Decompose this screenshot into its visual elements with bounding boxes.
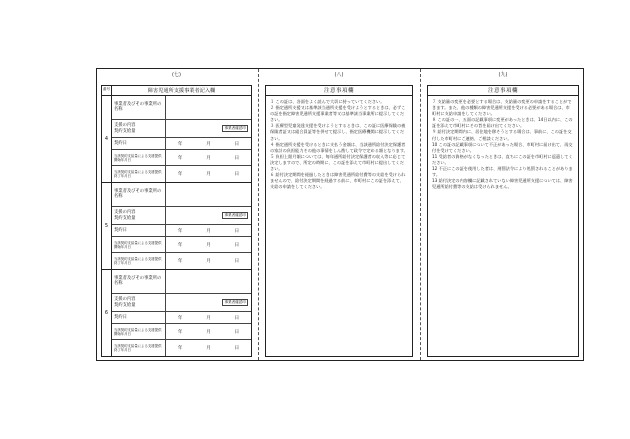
provider-name-label: 事業者及びその事業所の名称 [112,270,166,293]
notes-body [428,96,578,193]
column-header: (七) [172,72,181,78]
note-item: ３ 医療型児童発達支援を受けようとするときは、この証に医療保険の被保険者証又は組合員証等を併せて提示し、指定医療機関に提示してください。 [270,123,406,141]
day-label: 日 [234,228,240,234]
end-date-label: 当該契約支給量による支援提供終了年月日 [112,340,166,356]
note-item: ２ 指定通所支援又は基準該当通所支援を受けようとするときは、必ずこの証を指定障害児通所支援事業者等又は基準該当事業所に提示してください。 [270,105,406,123]
contract-amount-label: 契約支給量 [114,215,136,221]
form-block [102,96,251,183]
provider-name-row [112,270,251,294]
year-label: 年 [177,155,183,161]
contract-date-row [112,312,251,323]
contract-row [112,120,251,139]
contract-label [112,294,166,312]
notes-title: 注意事項欄 [266,86,412,96]
column-header: (九) [498,72,508,78]
end-date-row [112,166,251,182]
contract-row [112,294,251,313]
notes-column-right [427,71,579,357]
year-label: 年 [177,228,183,234]
certificate-sheet [96,68,584,361]
end-date-value [166,253,251,269]
provider-form [101,85,252,357]
note-item: 13 給付決定の内容欄に記載されていない障害児通所支援については、障害児通所給付費等の支給は受けられません。 [432,178,573,190]
note-item: ６ 給付決定期間を経過したときは障害児通所給付費等の支給を受けられませんので、給付決定期間を経過する前に、市町村にこの証を添えて、支給の申請をしてください。 [270,172,406,190]
start-date-value [166,150,251,166]
year-label: 年 [177,259,183,265]
provider-name-value [166,183,251,206]
contract-label [112,207,166,225]
provider-name-value [166,270,251,293]
block-number: 6 [102,270,112,356]
contract-value [166,294,251,312]
contract-date-value [166,138,251,148]
contract-date-value [166,312,251,322]
provider-name-row [112,183,251,207]
contract-label [112,120,166,138]
confirmation-stamp: 事業者確認印 [224,213,246,218]
contract-date-label: 契約日 [112,225,166,235]
day-label: 日 [234,141,240,147]
service-content-label: 支援の内容 [114,297,136,303]
provider-name-row [112,96,251,120]
year-label: 年 [177,172,183,178]
month-label: 月 [206,329,211,335]
notes-panel [265,85,413,357]
notes-body [266,96,412,193]
contract-date-row [112,225,251,236]
day-label: 日 [234,172,240,178]
contract-amount-label: 契約支給量 [114,302,136,308]
note-item: ７ 支給量の変更を必要とする場合は、支給量の変更の申請をすることができます。また、他の種類の障害児通所支援を受ける必要がある場合は、市町村に支給申請をしてください。 [432,99,572,117]
note-item: １ この証は、各面をよく読んで大切に持っていてください。 [270,99,385,104]
provider-name-label: 事業者及びその事業所の名称 [112,183,166,206]
note-item: 11 受給者の資格がなくなったときは、直ちにこの証を市町村に返還してください。 [432,153,573,165]
form-header [102,86,251,96]
notes-title: 注意事項欄 [428,86,578,96]
year-label: 年 [177,141,183,147]
form-block [102,270,251,356]
start-date-label: 当該契約支給量による支援提供開始年月日 [112,150,166,166]
service-content-label: 支援の内容 [114,123,136,129]
year-label: 年 [177,315,183,321]
end-date-value [166,166,251,182]
month-label: 月 [206,259,211,265]
confirmation-stamp: 事業者確認印 [224,300,246,305]
day-label: 日 [234,329,240,335]
month-label: 月 [206,346,211,352]
note-item: ８ この証の一、五面の記載事項に変更があったときは、14日以内に、この証を添えて市町村にその旨を届け出てください。 [432,117,573,129]
start-date-label: 当該契約支給量による支援提供開始年月日 [112,324,166,340]
note-item: ５ 負担上限月額については、毎年通所給付決定保護者の収入等に応じて決定しますので、所定の時期に、この証を添えて市町村に提出してください。 [270,153,406,172]
note-item: 12 不正にこの証を使用した者は、刑罰法令により処罰されることがあります。 [432,166,573,178]
end-date-value [166,340,251,356]
start-date-row [112,237,251,254]
start-date-value [166,324,251,340]
day-label: 日 [234,242,240,248]
day-label: 日 [234,315,240,321]
start-date-row [112,324,251,341]
end-date-row [112,340,251,356]
contract-value [166,120,251,138]
contract-date-value [166,225,251,235]
start-date-value [166,237,251,253]
confirmation-stamp: 事業者確認印 [224,126,246,131]
form-block [102,183,251,270]
note-item: ４ 指定通所支援を受けるときに支払う金額は、当該通所給付決定保護者の家計の負担能力その他の事情をしん酌して政令で定める額となります。 [270,141,408,153]
year-label: 年 [177,242,183,248]
note-item: 10 この証の記載事項について不正があった場合、市町村に届け出て、再交付を受けてください。 [432,141,573,153]
provider-name-label: 事業者及びその事業所の名称 [112,96,166,119]
end-date-label: 当該契約支給量による支援提供終了年月日 [112,253,166,269]
start-date-label: 当該契約支給量による支援提供開始年月日 [112,237,166,253]
contract-date-label: 契約日 [112,138,166,148]
number-header: 番号 [102,86,112,95]
month-label: 月 [206,155,211,161]
month-label: 月 [206,172,211,178]
contract-value [166,207,251,225]
contract-date-label: 契約日 [112,312,166,322]
contract-amount-label: 契約支給量 [114,128,136,134]
end-date-row [112,253,251,269]
form-title: 障害児通所支援事業者記入欄 [147,88,216,94]
month-label: 月 [206,141,211,147]
notes-column-middle [265,71,413,357]
end-date-label: 当該契約支給量による支援提供終了年月日 [112,166,166,182]
column-header: (八) [334,72,344,78]
service-content-label: 支援の内容 [114,210,136,216]
provider-name-value [166,96,251,119]
block-number: 5 [102,183,112,269]
fold-line [258,69,259,360]
start-date-row [112,150,251,167]
year-label: 年 [177,346,183,352]
note-item: ９ 給付決定期間内に、居住地を移そうとする場合は、事前に、この証を交付した市町村にご連絡、ご相談ください。 [432,129,572,141]
form-column [101,71,252,357]
day-label: 日 [234,155,240,161]
contract-row [112,207,251,226]
day-label: 日 [234,346,240,352]
fold-line [420,69,421,360]
month-label: 月 [206,228,211,234]
notes-panel [427,85,579,357]
contract-date-row [112,138,251,149]
year-label: 年 [177,329,183,335]
day-label: 日 [234,259,240,265]
month-label: 月 [206,242,211,248]
block-number: 4 [102,96,112,182]
month-label: 月 [206,315,211,321]
